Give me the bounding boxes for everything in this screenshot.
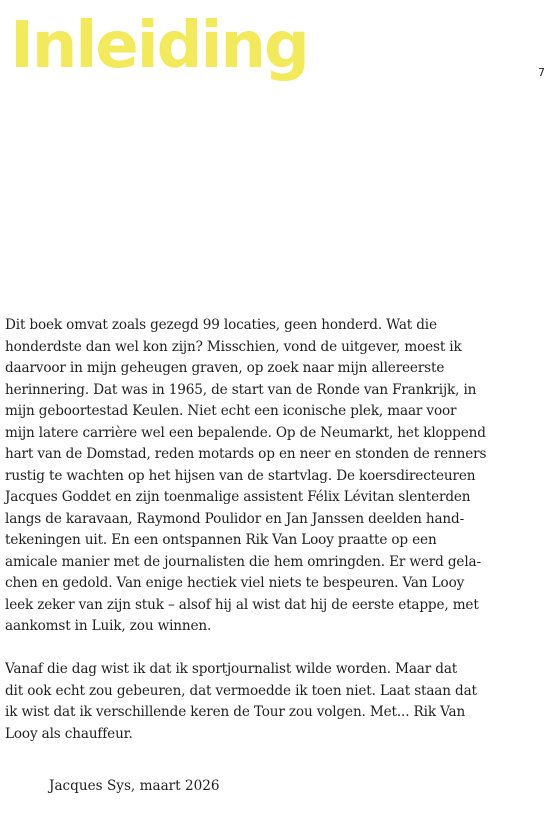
text-line: daarvoor in mijn geheugen graven, op zoek naar mijn allereerste	[5, 360, 445, 376]
text-line: Looy als chauffeur.	[5, 725, 133, 742]
paragraph-gap	[5, 638, 519, 660]
text-line: ik wist dat ik verschillende keren de Tour zou volgen. Met... Rik Van	[5, 704, 466, 720]
text-line: langs de karavaan, Raymond Poulidor en Jan Janssen deelden hand-	[5, 510, 465, 527]
text-line: Vanaf die dag wist ik dat ik sportjournalist wilde worden. Maar dat	[5, 661, 458, 677]
chapter-title: Inleiding	[10, 9, 308, 83]
text-line: amicale manier met de journalisten die hem omringden. Er werd gela-	[5, 553, 481, 570]
text-line: mijn latere carrière wel een bepalende. Op de Neumarkt, het kloppend	[5, 424, 486, 441]
text-line: hart van de Domstad, reden motards op en neer en stonden de renners	[5, 446, 487, 462]
text-line: Dit boek omvat zoals gezegd 99 locaties, geen honderd. Wat die	[5, 317, 437, 333]
paragraph-2	[5, 659, 519, 745]
chapter-header	[10, 0, 308, 83]
text-line: leek zeker van zijn stuk – alsof hij al wist dat hij de eerste etappe, met	[5, 596, 479, 613]
text-line: chen en gedold. Van enige hectiek viel niets te bespeuren. Van Looy	[5, 575, 465, 591]
text-line: honderdste dan wel kon zijn? Misschien, vond de uitgever, moest ik	[5, 338, 462, 355]
page-number: 7	[538, 66, 545, 79]
body-text	[5, 315, 519, 745]
text-line: dit ook echt zou gebeuren, dat vermoedde ik toen niet. Laat staan dat	[5, 682, 477, 699]
text-line: mijn geboortestad Keulen. Niet echt een iconische plek, maar voor	[5, 403, 457, 419]
author-signature: Jacques Sys, maart 2026	[49, 778, 220, 794]
text-line: Jacques Goddet en zijn toenmalige assistent Félix Lévitan slenterden	[5, 489, 471, 505]
text-line: herinnering. Dat was in 1965, de start van de Ronde van Frankrijk, in	[5, 381, 477, 398]
text-line: aankomst in Luik, zou winnen.	[5, 618, 212, 634]
paragraph-1	[5, 315, 519, 638]
text-line: tekeningen uit. En een ontspannen Rik Van Looy praatte op een	[5, 532, 437, 548]
text-line: rustig te wachten op het hijsen van de startvlag. De koersdirecteuren	[5, 467, 476, 484]
